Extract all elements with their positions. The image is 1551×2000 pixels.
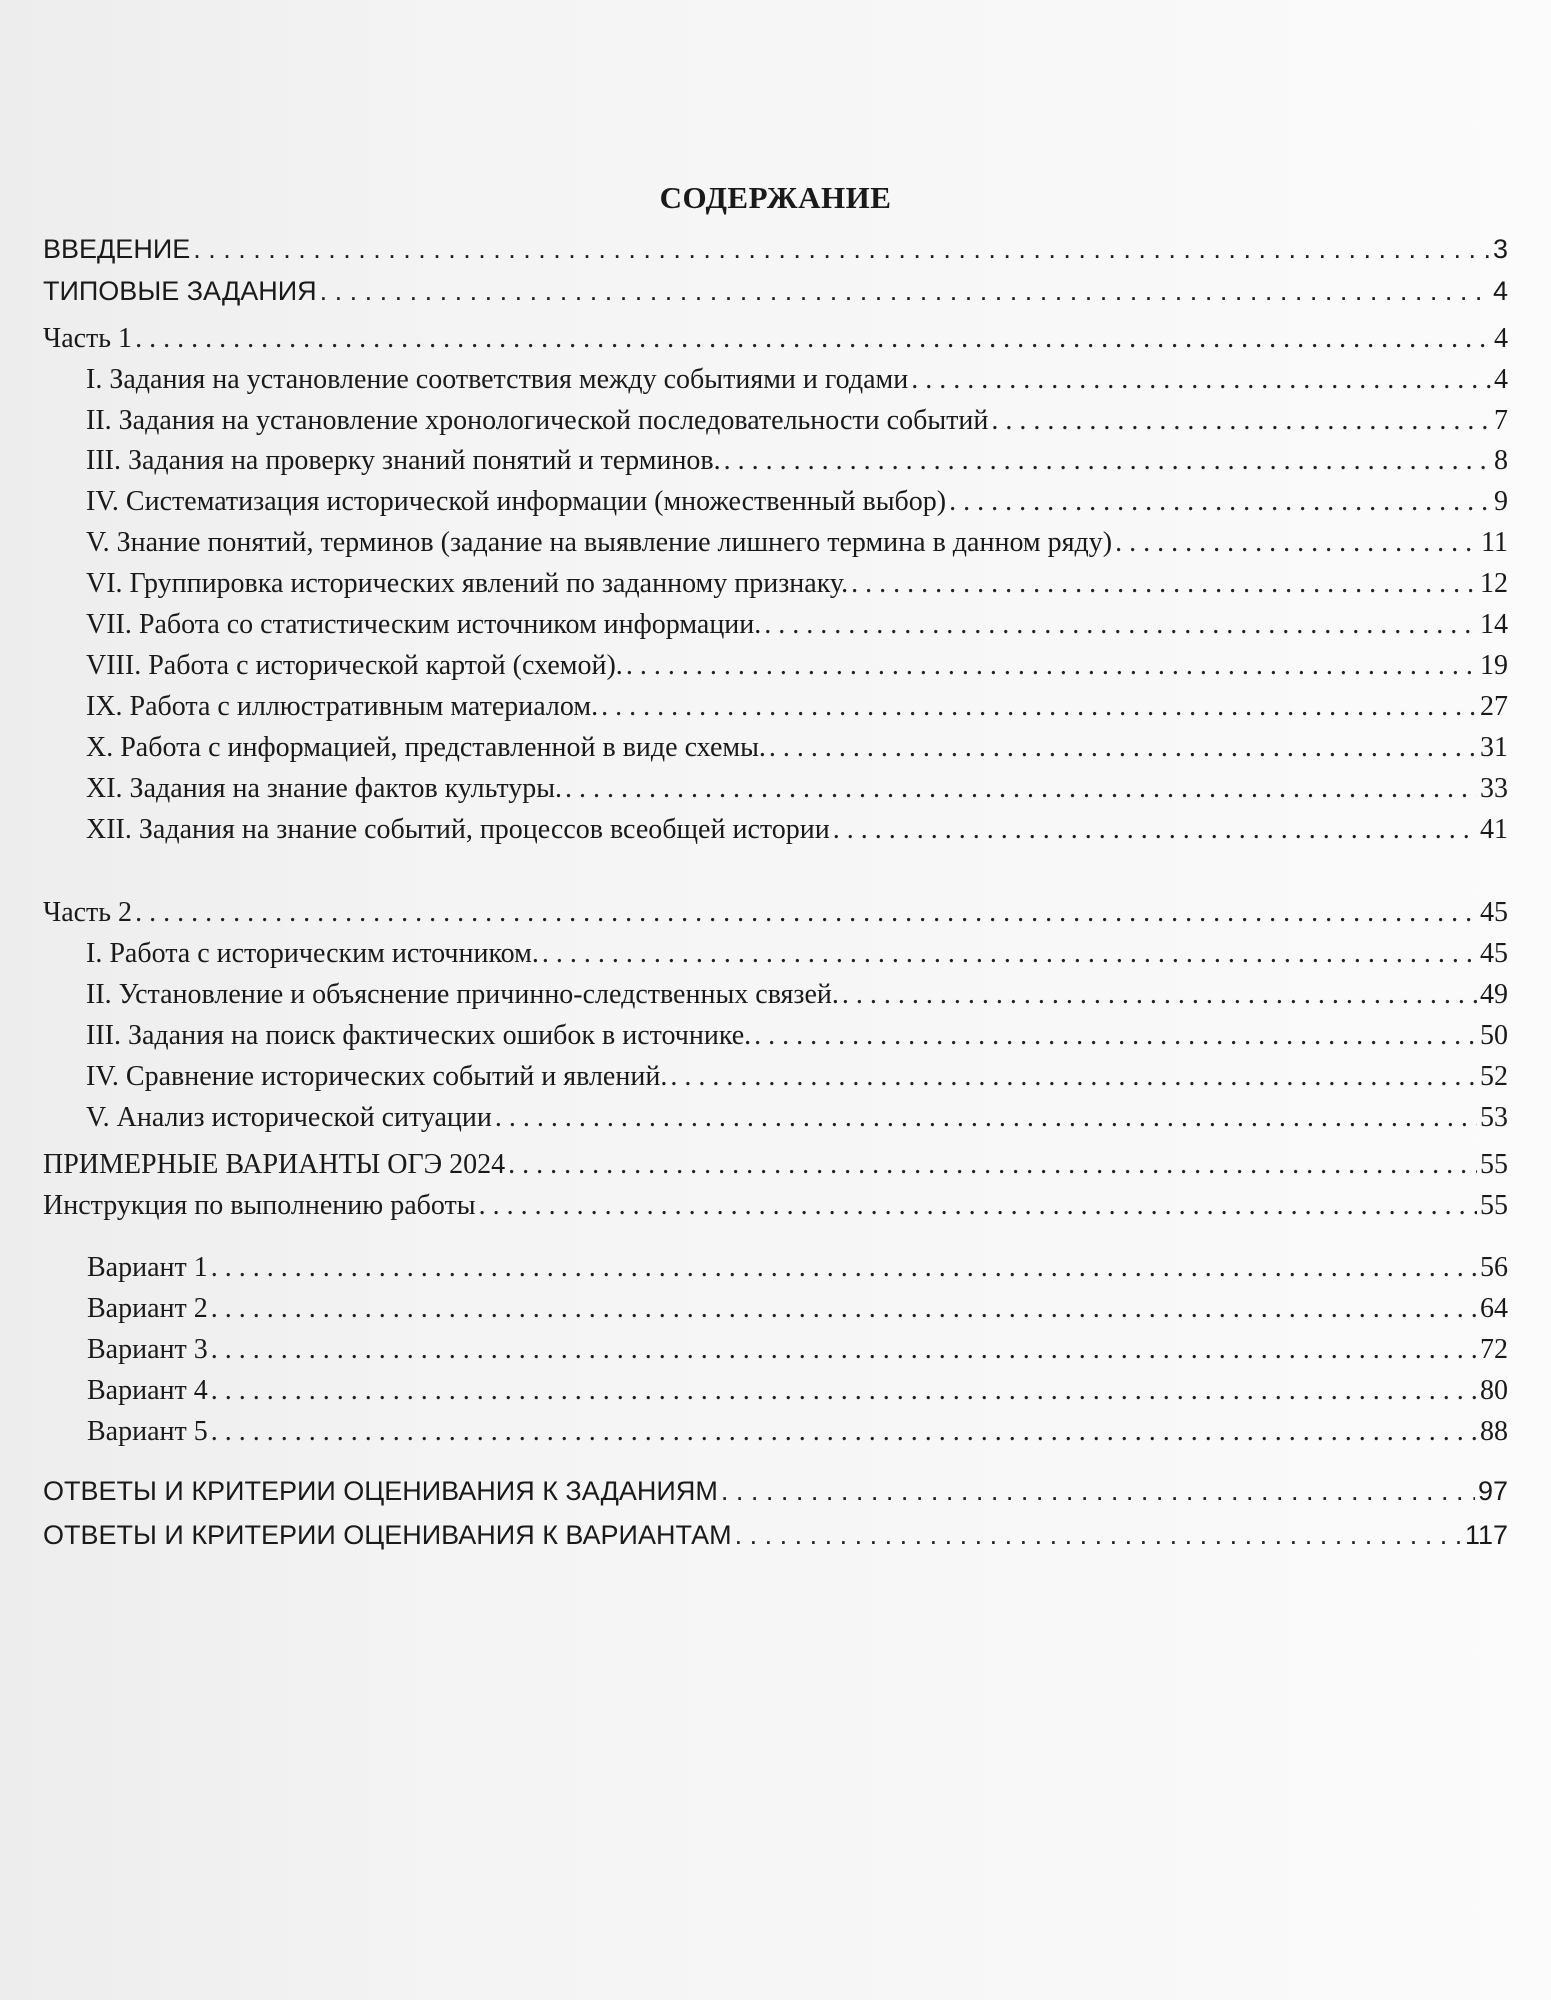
toc-entry-page: 4: [1494, 364, 1508, 395]
toc-entry-part-1-8[interactable]: [86, 649, 1508, 683]
toc-leader-dots: [1115, 526, 1478, 560]
toc-entry-page: 41: [1480, 814, 1508, 845]
toc-entry-page: 19: [1480, 650, 1508, 681]
toc-leader-dots: [601, 690, 1477, 724]
toc-entry-part-1-4[interactable]: [86, 485, 1508, 519]
toc-entry-part-1-1[interactable]: [86, 363, 1508, 397]
toc-entry-page: 45: [1480, 938, 1508, 969]
toc-leader-dots: [565, 772, 1477, 806]
toc-entry-text: VIII. Работа с исторической картой (схемой).: [86, 650, 623, 681]
toc-leader-dots: [542, 937, 1477, 971]
toc-leader-dots: [721, 1474, 1475, 1508]
toc-leader-dots: [479, 1189, 1477, 1223]
toc-leader-dots: [211, 1251, 1477, 1285]
toc-leader-dots: [193, 232, 1490, 266]
toc-entry-page: 9: [1494, 486, 1508, 517]
toc-entry-part-1-2[interactable]: [86, 404, 1508, 438]
toc-entry-part-1-3[interactable]: [86, 444, 1508, 478]
toc-entry-page: 55: [1480, 1190, 1508, 1221]
toc-entry-text: XI. Задания на знание фактов культуры.: [86, 773, 563, 804]
toc-entry-variant-4[interactable]: [87, 1374, 1508, 1408]
toc-entry-part-2-3[interactable]: [86, 1019, 1508, 1053]
toc-leader-dots: [508, 1148, 1477, 1182]
toc-entry-page: 12: [1480, 568, 1508, 599]
toc-entry-part-1-10[interactable]: [86, 731, 1508, 765]
toc-entry-text: VII. Работа со статистическим источником информации.: [86, 609, 762, 640]
toc-entry-text: VI. Группировка исторических явлений по заданному признаку.: [86, 568, 849, 599]
toc-entry-page: 8: [1494, 445, 1508, 476]
toc-entry-text: ВВЕДЕНИЕ: [43, 234, 191, 264]
toc-leader-dots: [842, 978, 1477, 1012]
toc-entry-typical-tasks[interactable]: [43, 274, 1508, 308]
toc-entry-page: 45: [1480, 897, 1508, 928]
toc-entry-page: 3: [1492, 234, 1508, 264]
toc-entry-variant-1[interactable]: [87, 1251, 1508, 1285]
toc-entry-page: 27: [1480, 691, 1508, 722]
toc-entry-text: IV. Сравнение исторических событий и явлений.: [86, 1061, 668, 1092]
toc-entry-text: Вариант 2: [87, 1293, 208, 1324]
toc-leader-dots: [135, 322, 1491, 356]
toc-leader-dots: [991, 404, 1491, 438]
toc-leader-dots: [320, 274, 1490, 308]
toc-leader-dots: [735, 1518, 1462, 1552]
toc-entry-text: ПРИМЕРНЫЕ ВАРИАНТЫ ОГЭ 2024: [43, 1149, 506, 1180]
page-title: СОДЕРЖАНИЕ: [659, 180, 892, 215]
toc-entry-part-1-12[interactable]: [86, 813, 1508, 847]
toc-leader-dots: [135, 896, 1477, 930]
toc-entry-text: X. Работа с информацией, представленной в виде схемы.: [86, 732, 766, 763]
toc-entry-text: XII. Задания на знание событий, процессов всеобщей истории: [86, 814, 830, 845]
toc-entry-text: V. Знание понятий, терминов (задание на выявление лишнего термина в данном ряду): [86, 527, 1113, 558]
toc-entry-text: ТИПОВЫЕ ЗАДАНИЯ: [43, 276, 317, 306]
toc-entry-variant-3[interactable]: [87, 1333, 1508, 1367]
toc-entry-instructions[interactable]: [43, 1189, 1508, 1223]
toc-entry-part-2-1[interactable]: [86, 937, 1508, 971]
toc-entry-page: 11: [1481, 527, 1508, 558]
toc-entry-part-2[interactable]: [43, 896, 1508, 930]
toc-leader-dots: [833, 813, 1477, 847]
toc-entry-page: 4: [1492, 276, 1508, 306]
toc-entry-part-1-9[interactable]: [86, 690, 1508, 724]
toc-leader-dots: [670, 1060, 1477, 1094]
toc-leader-dots: [949, 485, 1491, 519]
toc-entry-variant-5[interactable]: [87, 1415, 1508, 1449]
toc-entry-page: 80: [1480, 1375, 1508, 1406]
toc-entry-text: III. Задания на проверку знаний понятий и терминов.: [86, 445, 721, 476]
toc-entry-variant-2[interactable]: [87, 1292, 1508, 1326]
toc-entry-part-1[interactable]: [43, 322, 1508, 356]
toc-leader-dots: [724, 444, 1491, 478]
toc-entry-text: Часть 1: [43, 323, 133, 354]
toc-entry-text: ОТВЕТЫ И КРИТЕРИИ ОЦЕНИВАНИЯ К ВАРИАНТАМ: [43, 1520, 732, 1550]
toc-leader-dots: [764, 608, 1477, 642]
toc-entry-part-2-4[interactable]: [86, 1060, 1508, 1094]
toc-entry-part-1-7[interactable]: [86, 608, 1508, 642]
toc-entry-text: I. Работа с историческим источником.: [86, 938, 539, 969]
toc-entry-page: 88: [1480, 1416, 1508, 1447]
toc-entry-page: 7: [1494, 405, 1508, 436]
toc-leader-dots: [851, 567, 1477, 601]
toc-entry-part-1-11[interactable]: [86, 772, 1508, 806]
toc-entry-part-2-5[interactable]: [86, 1101, 1508, 1135]
toc-leader-dots: [211, 1333, 1477, 1367]
toc-entry-introduction[interactable]: [43, 232, 1508, 266]
toc-entry-page: 56: [1480, 1252, 1508, 1283]
toc-entry-text: IV. Систематизация исторической информации (множественный выбор): [86, 486, 947, 517]
toc-entry-page: 50: [1480, 1020, 1508, 1051]
toc-entry-page: 117: [1464, 1520, 1508, 1550]
toc-entry-text: V. Анализ исторической ситуации: [86, 1102, 492, 1133]
toc-entry-page: 33: [1480, 773, 1508, 804]
toc-entry-page: 72: [1480, 1334, 1508, 1365]
toc-entry-part-2-2[interactable]: [86, 978, 1508, 1012]
toc-leader-dots: [754, 1019, 1477, 1053]
toc-entry-text: II. Задания на установление хронологической последовательности событий: [86, 405, 989, 436]
toc-entry-text: Инструкция по выполнению работы: [43, 1190, 476, 1221]
toc-entry-page: 4: [1494, 323, 1508, 354]
toc-entry-page: 55: [1480, 1149, 1508, 1180]
toc-entry-page: 14: [1480, 609, 1508, 640]
toc-entry-text: Вариант 4: [87, 1375, 208, 1406]
toc-entry-text: Часть 2: [43, 897, 133, 928]
toc-entry-text: Вариант 3: [87, 1334, 208, 1365]
toc-entry-sample-variants[interactable]: [43, 1148, 1508, 1182]
toc-leader-dots: [769, 731, 1477, 765]
toc-leader-dots: [211, 1415, 1477, 1449]
toc-entry-text: Вариант 5: [87, 1416, 208, 1447]
toc-entry-page: 53: [1480, 1102, 1508, 1133]
toc-entry-answers-tasks[interactable]: [43, 1474, 1508, 1508]
toc-leader-dots: [495, 1101, 1477, 1135]
toc-entry-text: III. Задания на поиск фактических ошибок в источнике.: [86, 1020, 752, 1051]
toc-entry-part-1-5[interactable]: [86, 526, 1508, 560]
toc-entry-answers-variants[interactable]: [43, 1518, 1508, 1552]
toc-entry-page: 97: [1477, 1476, 1508, 1506]
toc-entry-page: 64: [1480, 1293, 1508, 1324]
toc-leader-dots: [211, 1292, 1477, 1326]
toc-entry-text: II. Установление и объяснение причинно-следственных связей.: [86, 979, 839, 1010]
toc-entry-part-1-6[interactable]: [86, 567, 1508, 601]
toc-entry-text: Вариант 1: [87, 1252, 208, 1283]
toc-entry-text: IX. Работа с иллюстративным материалом.: [86, 691, 599, 722]
toc-leader-dots: [211, 1374, 1477, 1408]
toc-entry-text: I. Задания на установление соответствия между событиями и годами: [86, 364, 909, 395]
toc-entry-page: 31: [1480, 732, 1508, 763]
toc-entry-page: 49: [1480, 979, 1508, 1010]
toc-entry-text: ОТВЕТЫ И КРИТЕРИИ ОЦЕНИВАНИЯ К ЗАДАНИЯМ: [43, 1476, 718, 1506]
toc-leader-dots: [626, 649, 1477, 683]
toc-entry-page: 52: [1480, 1061, 1508, 1092]
toc-leader-dots: [911, 363, 1491, 397]
